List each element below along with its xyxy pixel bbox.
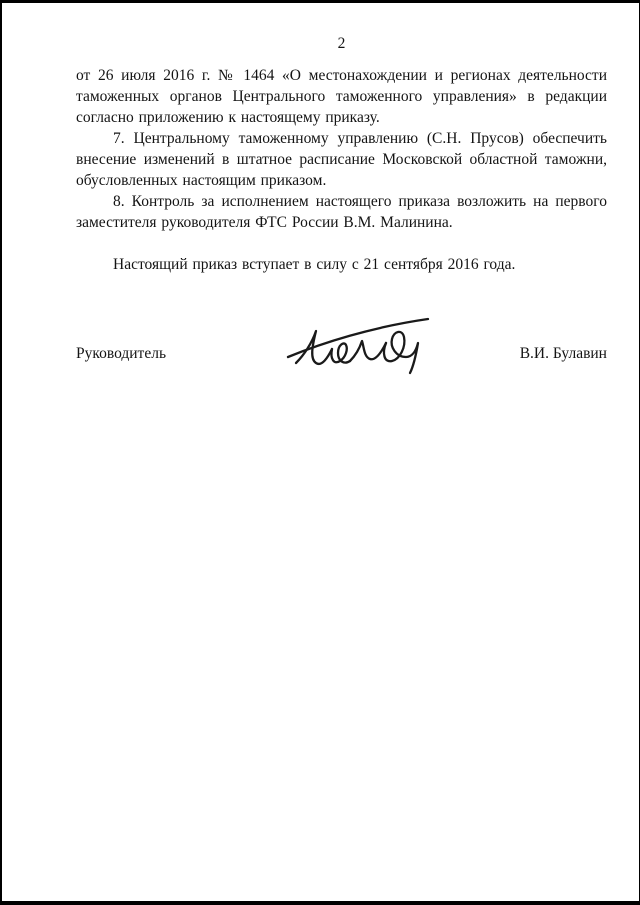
signatory-role: Руководитель <box>76 344 167 362</box>
signatory-name: В.И. Булавин <box>519 344 607 362</box>
paragraph-item-7: 7. Центральному таможенному управлению (С.Н. Прусов) обеспечить внесение изменений в штатное расписание Московской областной таможни, обусловленных настоящим приказом. <box>76 130 607 189</box>
paragraph-continuation: от 26 июля 2016 г. № 1464 «О местонахождении и регионах деятельности таможенных органов Центрального таможенного управления» в редакции согласно приложению к настоящему приказу. <box>76 67 607 126</box>
paragraph-item-8: 8. Контроль за исполнением настоящего приказа возложить на первого заместителя руководителя ФТС России В.М. Малинина. <box>76 193 607 231</box>
page-number: 2 <box>337 35 346 52</box>
handwritten-signature-icon <box>282 313 432 377</box>
signature-block <box>76 331 607 375</box>
paragraph-effective-date: Настоящий приказ вступает в силу с 21 сентября 2016 года. <box>113 256 516 273</box>
